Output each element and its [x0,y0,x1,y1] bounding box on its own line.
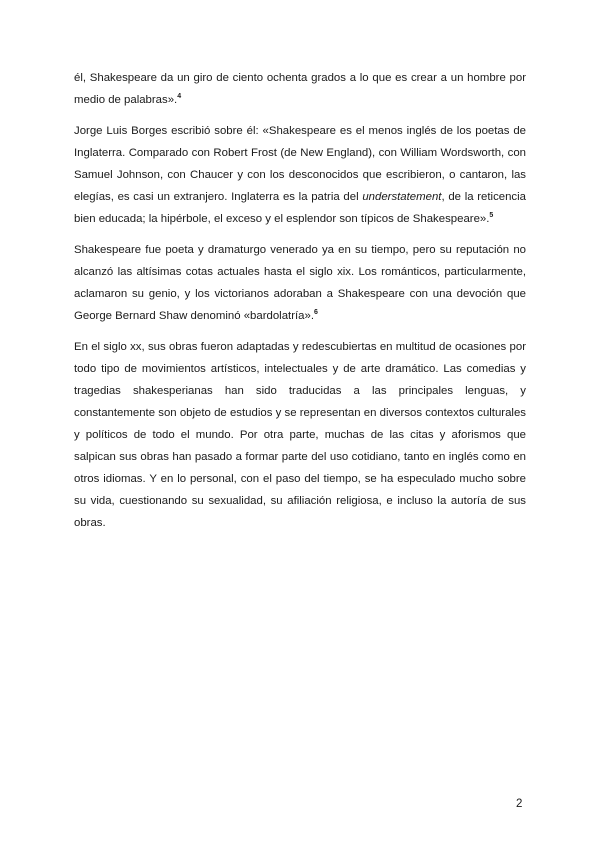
paragraph-2-emphasis: understatement [362,191,442,203]
paragraph-3-text: Shakespeare fue poeta y dramaturgo venerado ya en su tiempo, pero su reputación no alcanzó las altísimas cotas actuales hasta el siglo xix. Los románticos, particularmente, aclamaron su genio, y los victorianos adoraban a Shakespeare con una devoción que George Bernard Shaw denominó «bardolatría». [74,244,526,322]
paragraph-1-text: él, Shakespeare da un giro de ciento ochenta grados a lo que es crear a un hombre por medio de palabras». [74,72,526,106]
footnote-ref-5: 5 [489,212,494,219]
body-text [74,67,526,543]
paragraph-4 [74,336,526,534]
paragraph-4-text: En el siglo xx, sus obras fueron adaptadas y redescubiertas en multitud de ocasiones por todo tipo de movimientos artísticos, intelectuales y de arte dramático. Las comedias y tragedias shakesperianas han sido traducidas a las principales lenguas, y constantemente son objeto de estudios y se representan en diversos contextos culturales y políticos de todo el mundo. Por otra parte, muchas de las citas y aforismos que salpican sus obras han pasado a formar parte del uso cotidiano, tanto en inglés como en otros idiomas. Y en lo personal, con el paso del tiempo, se ha especulado mucho sobre su vida, cuestionando su sexualidad, su afiliación religiosa, e incluso la autoría de sus obras. [74,341,526,529]
page-number: 2 [516,798,523,810]
paragraph-3 [74,239,526,327]
footnote-ref-4: 4 [177,93,182,100]
paragraph-1 [74,67,526,111]
paragraph-2-text-a: Jorge Luis Borges escribió sobre él: «Shakespeare es el menos inglés de los poetas de Inglaterra. Comparado con Robert Frost (de New England), con William Wordsworth, con Samuel Johnson, con Chaucer y con los desconocidos que escribieron, o cantaron, las elegías, es casi un extranjero. Inglaterra es la patria del [74,125,526,203]
paragraph-2-text-b: , de la reticencia bien educada; la hipérbole, el exceso y el esplendor son típicos de Shakespeare». [74,191,526,225]
footnote-ref-6: 6 [314,309,318,316]
paragraph-2 [74,120,526,230]
